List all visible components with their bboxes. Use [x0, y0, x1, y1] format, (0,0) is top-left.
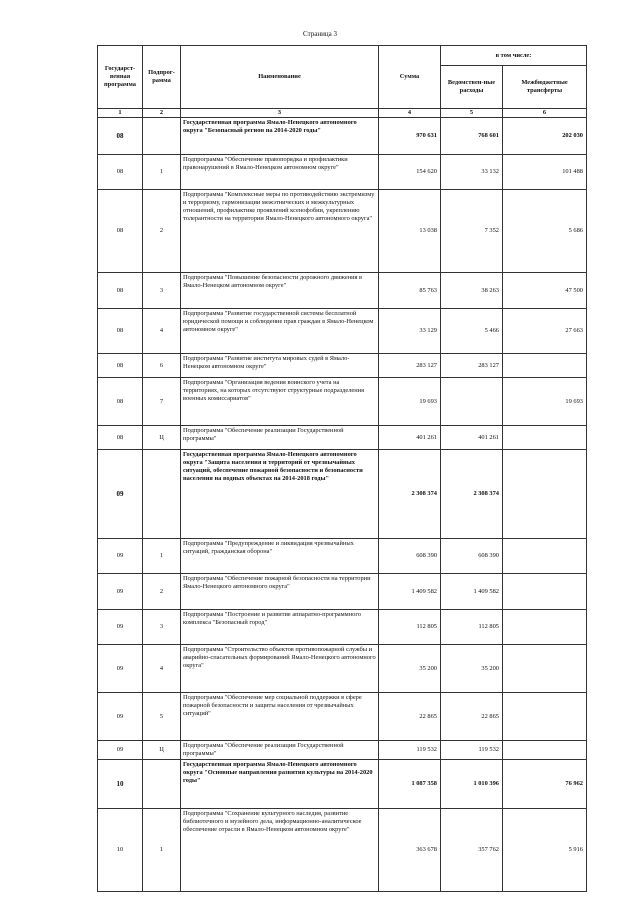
- sum-cell: 35 200: [379, 645, 441, 693]
- departmental-cell: 33 132: [441, 155, 503, 190]
- subprogram-code-cell: 4: [143, 309, 181, 354]
- transfers-cell: [503, 693, 587, 741]
- transfers-cell: [503, 426, 587, 450]
- sum-cell: 154 620: [379, 155, 441, 190]
- program-code-cell: 08: [98, 118, 143, 155]
- table-row: [98, 354, 587, 378]
- transfers-cell: 19 693: [503, 378, 587, 426]
- name-cell: Подпрограмма "Построение и развитие аппаратно-программного комплекса "Безопасный город": [181, 610, 379, 645]
- subprogram-code-cell: 7: [143, 378, 181, 426]
- sum-cell: 85 763: [379, 273, 441, 309]
- header-transfers: Межбюджетные трансферты: [503, 66, 587, 109]
- table-row: [98, 426, 587, 450]
- subprogram-code-cell: 6: [143, 354, 181, 378]
- transfers-cell: 202 030: [503, 118, 587, 155]
- name-cell: Подпрограмма "Комплексные меры по противодействию экстремизму и терроризму, гармонизации межэтнических и межкультурных отношений, профилактике проявлений ксенофобии, укреплению толерантности на территории Ямало-Ненецкого автономного округа": [181, 190, 379, 273]
- program-code-cell: 08: [98, 426, 143, 450]
- sum-cell: 2 308 374: [379, 450, 441, 539]
- sum-cell: 1 409 582: [379, 574, 441, 610]
- program-code-cell: 08: [98, 309, 143, 354]
- sum-cell: 970 631: [379, 118, 441, 155]
- name-cell: Подпрограмма "Строительство объектов противопожарной службы и аварийно-спасательных формирований Ямало-Ненецкого автономного округа": [181, 645, 379, 693]
- sum-cell: 22 865: [379, 693, 441, 741]
- transfers-cell: [503, 741, 587, 760]
- header-program: Государст-венная программа: [98, 46, 143, 109]
- departmental-cell: 7 352: [441, 190, 503, 273]
- page-label: Страница 3: [303, 30, 337, 38]
- name-cell: Государственная программа Ямало-Ненецкого автономного округа "Защита населения и территорий от чрезвычайных ситуаций, обеспечение пожарной безопасности и безопасности населения на водных объектах на 2014-2018 годы": [181, 450, 379, 539]
- program-code-cell: 09: [98, 741, 143, 760]
- header-name: Наименование: [181, 46, 379, 109]
- departmental-cell: 768 601: [441, 118, 503, 155]
- departmental-cell: 112 805: [441, 610, 503, 645]
- program-code-cell: 09: [98, 610, 143, 645]
- table-row: [98, 574, 587, 610]
- name-cell: Подпрограмма "Повышение безопасности дорожного движения в Ямало-Ненецком автономном округе": [181, 273, 379, 309]
- column-number: 6: [503, 109, 587, 118]
- name-cell: Подпрограмма "Обеспечение реализации Государственной программы": [181, 426, 379, 450]
- subprogram-code-cell: 2: [143, 190, 181, 273]
- sum-cell: 1 087 358: [379, 760, 441, 809]
- name-cell: Подпрограмма "Обеспечение пожарной безопасности на территории Ямало-Ненецкого автономного округа": [181, 574, 379, 610]
- transfers-cell: 5 686: [503, 190, 587, 273]
- sum-cell: 283 127: [379, 354, 441, 378]
- table-row: [98, 741, 587, 760]
- subprogram-code-cell: [143, 118, 181, 155]
- subprogram-code-cell: Ц: [143, 741, 181, 760]
- transfers-cell: [503, 574, 587, 610]
- transfers-cell: [503, 645, 587, 693]
- subprogram-code-cell: [143, 760, 181, 809]
- name-cell: Подпрограмма "Сохранение культурного наследия, развитие библиотечного и музейного дела, информационно-аналитическое обеспечение отрасли в Ямало-Ненецком автономном округе": [181, 809, 379, 892]
- name-cell: Подпрограмма "Обеспечение мер социальной поддержки в сфере пожарной безопасности и защиты населения от чрезвычайных ситуаций": [181, 693, 379, 741]
- name-cell: Государственная программа Ямало-Ненецкого автономного округа "Основные направления развития культуры на 2014-2020 годы": [181, 760, 379, 809]
- header-row-top: [98, 46, 587, 66]
- subprogram-code-cell: [143, 450, 181, 539]
- transfers-cell: [503, 539, 587, 574]
- transfers-cell: [503, 354, 587, 378]
- transfers-cell: 76 962: [503, 760, 587, 809]
- table-row: [98, 760, 587, 809]
- transfers-cell: [503, 450, 587, 539]
- subprogram-code-cell: 3: [143, 610, 181, 645]
- transfers-cell: 27 663: [503, 309, 587, 354]
- departmental-cell: 1 010 396: [441, 760, 503, 809]
- table-row: [98, 693, 587, 741]
- transfers-cell: [503, 610, 587, 645]
- subprogram-code-cell: 5: [143, 693, 181, 741]
- table-row: [98, 645, 587, 693]
- name-cell: Подпрограмма "Организация ведения воинского учета на территориях, на которых отсутствуют структурные подразделения военных комиссариатов": [181, 378, 379, 426]
- column-number: 3: [181, 109, 379, 118]
- sum-cell: 112 805: [379, 610, 441, 645]
- table-row: [98, 378, 587, 426]
- name-cell: Подпрограмма "Предупреждение и ликвидация чрезвычайных ситуаций, гражданская оборона": [181, 539, 379, 574]
- program-code-cell: 10: [98, 760, 143, 809]
- subprogram-code-cell: 1: [143, 539, 181, 574]
- name-cell: Подпрограмма "Развитие государственной системы бесплатной юридической помощи и соблюдение прав граждан в Ямало-Ненецком автономном округе": [181, 309, 379, 354]
- program-code-cell: 10: [98, 809, 143, 892]
- transfers-cell: 5 916: [503, 809, 587, 892]
- departmental-cell: 2 308 374: [441, 450, 503, 539]
- subprogram-code-cell: 1: [143, 809, 181, 892]
- sum-cell: 119 532: [379, 741, 441, 760]
- sum-cell: 363 678: [379, 809, 441, 892]
- column-number-row: [98, 109, 587, 118]
- table-row: [98, 610, 587, 645]
- departmental-cell: 1 409 582: [441, 574, 503, 610]
- header-departmental: Ведомствен-ные расходы: [441, 66, 503, 109]
- program-code-cell: 08: [98, 155, 143, 190]
- subprogram-code-cell: 3: [143, 273, 181, 309]
- column-number: 1: [98, 109, 143, 118]
- subprogram-code-cell: Ц: [143, 426, 181, 450]
- subprogram-code-cell: 2: [143, 574, 181, 610]
- program-code-cell: 09: [98, 645, 143, 693]
- name-cell: Подпрограмма "Обеспечение реализации Государственной программы": [181, 741, 379, 760]
- table-row: [98, 450, 587, 539]
- departmental-cell: 357 762: [441, 809, 503, 892]
- departmental-cell: [441, 378, 503, 426]
- sum-cell: 33 129: [379, 309, 441, 354]
- program-code-cell: 09: [98, 450, 143, 539]
- subprogram-code-cell: 4: [143, 645, 181, 693]
- transfers-cell: 47 500: [503, 273, 587, 309]
- sum-cell: 19 693: [379, 378, 441, 426]
- column-number: 2: [143, 109, 181, 118]
- table-row: [98, 539, 587, 574]
- departmental-cell: 283 127: [441, 354, 503, 378]
- table-row: [98, 809, 587, 892]
- column-number: 4: [379, 109, 441, 118]
- departmental-cell: 608 390: [441, 539, 503, 574]
- sum-cell: 13 038: [379, 190, 441, 273]
- name-cell: Подпрограмма "Развитие института мировых судей в Ямало-Ненецком автономном округе": [181, 354, 379, 378]
- table-row: [98, 190, 587, 273]
- name-cell: Государственная программа Ямало-Ненецкого автономного округа "Безопасный регион на 2014-2020 годы": [181, 118, 379, 155]
- program-code-cell: 09: [98, 539, 143, 574]
- departmental-cell: 38 263: [441, 273, 503, 309]
- column-number: 5: [441, 109, 503, 118]
- departmental-cell: 22 865: [441, 693, 503, 741]
- program-code-cell: 09: [98, 574, 143, 610]
- program-code-cell: 08: [98, 190, 143, 273]
- header-sum: Сумма: [379, 46, 441, 109]
- table-row: [98, 309, 587, 354]
- departmental-cell: 119 532: [441, 741, 503, 760]
- table-row: [98, 118, 587, 155]
- departmental-cell: 35 200: [441, 645, 503, 693]
- table-row: [98, 273, 587, 309]
- header-including: в том числе:: [441, 46, 587, 66]
- name-cell: Подпрограмма "Обеспечение правопорядка и профилактики правонарушений в Ямало-Ненецком автономном округе": [181, 155, 379, 190]
- departmental-cell: 5 466: [441, 309, 503, 354]
- program-code-cell: 09: [98, 693, 143, 741]
- header-subprogram: Подпрог-рамма: [143, 46, 181, 109]
- departmental-cell: 401 261: [441, 426, 503, 450]
- program-code-cell: 08: [98, 273, 143, 309]
- program-code-cell: 08: [98, 354, 143, 378]
- budget-table: [97, 45, 587, 892]
- sum-cell: 401 261: [379, 426, 441, 450]
- table-row: [98, 155, 587, 190]
- subprogram-code-cell: 1: [143, 155, 181, 190]
- sum-cell: 608 390: [379, 539, 441, 574]
- program-code-cell: 08: [98, 378, 143, 426]
- transfers-cell: 101 488: [503, 155, 587, 190]
